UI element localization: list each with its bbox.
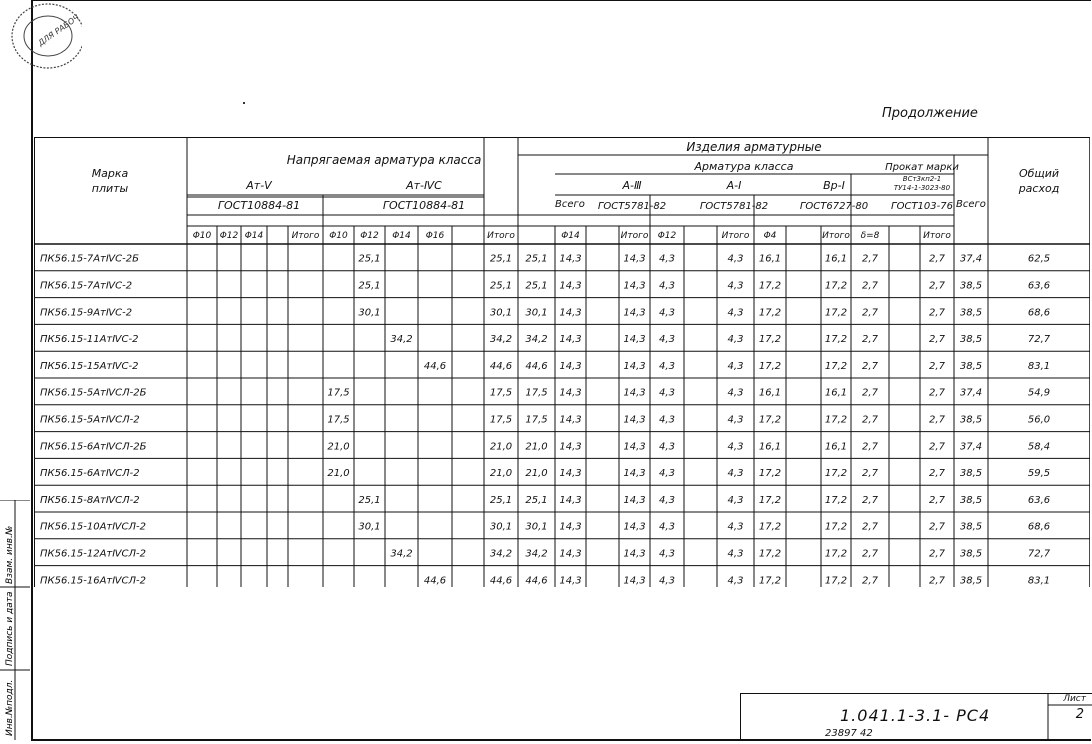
diameter-header: Φ12 — [360, 231, 379, 241]
row-value: 37,4 — [959, 441, 983, 453]
row-value: 2,7 — [929, 253, 945, 265]
row-value: 17,2 — [758, 360, 782, 372]
row-value: 30,1 — [525, 307, 548, 319]
col-total-label: Общий — [1018, 167, 1060, 180]
sheet-number: 2 — [1075, 707, 1084, 722]
row-value: 34,2 — [390, 548, 413, 560]
row-value: 14,3 — [559, 414, 582, 426]
diameter-header: Итого — [487, 231, 515, 241]
row-value: 38,5 — [959, 548, 983, 560]
diameter-header: Φ12 — [657, 231, 677, 241]
row-value: 44,6 — [525, 360, 548, 372]
diameter-header: Итого — [822, 231, 850, 241]
row-value: 14,3 — [623, 360, 646, 372]
row-value: 25,1 — [489, 494, 513, 506]
row-value: 14,3 — [559, 521, 582, 533]
sub-rolled-label: Прокат марки — [885, 162, 959, 173]
row-value: 21,0 — [327, 468, 350, 480]
row-value: 17,2 — [758, 334, 782, 346]
row-value: 34,2 — [525, 548, 548, 560]
svg-text:ДЛЯ РАБОЧ: ДЛЯ РАБОЧ — [36, 12, 81, 48]
row-value: 17,2 — [824, 414, 848, 426]
row-value: 14,3 — [623, 334, 646, 346]
row-value: 17,2 — [758, 494, 782, 506]
col-total-prestressed: Всего — [555, 199, 585, 210]
sub-a1-label: А-Ⅰ — [726, 179, 742, 192]
row-value: 72,7 — [1027, 334, 1051, 346]
row-value: 16,1 — [758, 441, 782, 453]
row-value: 68,6 — [1027, 307, 1051, 319]
row-value: 14,3 — [559, 494, 582, 506]
diameter-header: Φ10 — [192, 231, 212, 241]
row-value: 30,1 — [358, 307, 381, 319]
side-label-inventory: Инв.№подл. — [5, 679, 15, 736]
row-value: 21,0 — [489, 441, 513, 453]
row-mark: ПК56.15-9АтⅣС-2 — [40, 307, 133, 319]
row-value: 2,7 — [929, 548, 945, 560]
sub-vr1-gost: ГОСТ6727-80 — [799, 201, 869, 212]
row-value: 16,1 — [758, 253, 782, 265]
row-value: 25,1 — [358, 494, 381, 506]
title-block — [740, 693, 1092, 740]
row-value: 17,2 — [758, 575, 782, 587]
row-value: 4,3 — [727, 494, 744, 506]
row-value: 17,2 — [824, 494, 848, 506]
row-value: 2,7 — [929, 387, 945, 399]
row-value: 2,7 — [862, 307, 878, 319]
row-value: 14,3 — [623, 494, 646, 506]
row-mark: ПК56.15-7АтⅣС-2 — [40, 280, 133, 292]
row-mark: ПК56.15-5АтⅣСЛ-2Б — [40, 387, 147, 399]
diameter-header: Φ12 — [219, 231, 239, 241]
row-value: 83,1 — [1027, 575, 1051, 587]
row-value: 44,6 — [423, 360, 447, 372]
row-mark: ПК56.15-8АтⅣСЛ-2 — [40, 494, 140, 506]
row-value: 14,3 — [623, 253, 646, 265]
row-value: 38,5 — [959, 334, 983, 346]
row-value: 2,7 — [862, 494, 878, 506]
col-total-products: Всего — [956, 199, 986, 210]
row-value: 25,1 — [525, 253, 548, 265]
row-value: 21,0 — [525, 441, 548, 453]
row-value: 44,6 — [525, 575, 548, 587]
diameter-header: Φ14 — [392, 231, 411, 241]
row-value: 2,7 — [862, 414, 878, 426]
row-value: 4,3 — [727, 575, 744, 587]
row-value: 37,4 — [959, 253, 983, 265]
row-value: 17,5 — [489, 414, 513, 426]
row-value: 4,3 — [659, 468, 675, 480]
row-value: 2,7 — [862, 360, 878, 372]
row-mark: ПК56.15-7АтⅣС-2Б — [40, 253, 139, 265]
col-mark-label: плиты — [91, 182, 129, 195]
row-value: 17,2 — [758, 521, 782, 533]
row-value: 17,2 — [758, 548, 782, 560]
row-value: 2,7 — [929, 468, 945, 480]
row-value: 2,7 — [862, 468, 878, 480]
row-value: 4,3 — [727, 468, 744, 480]
row-value: 17,2 — [824, 521, 848, 533]
row-value: 34,2 — [489, 334, 513, 346]
row-value: 38,5 — [959, 575, 983, 587]
sheet-label: Лист — [1063, 694, 1086, 704]
sub-rebar-label: Арматура класса — [694, 160, 794, 173]
row-value: 44,6 — [423, 575, 447, 587]
row-value: 14,3 — [559, 360, 582, 372]
row-value: 4,3 — [727, 548, 744, 560]
row-value: 2,7 — [929, 307, 945, 319]
row-value: 4,3 — [727, 414, 744, 426]
row-value: 4,3 — [727, 253, 744, 265]
row-value: 38,5 — [959, 468, 983, 480]
row-value: 83,1 — [1027, 360, 1051, 372]
row-value: 17,5 — [327, 414, 350, 426]
row-value: 4,3 — [659, 253, 675, 265]
approval-stamp — [2, 2, 82, 70]
sub-rolled-tu: ТУ14-1-3023-80 — [893, 184, 951, 192]
row-value: 4,3 — [659, 441, 675, 453]
row-value: 4,3 — [659, 548, 675, 560]
row-value: 16,1 — [758, 387, 782, 399]
row-value: 17,5 — [525, 414, 548, 426]
row-value: 14,3 — [623, 387, 646, 399]
diameter-header: δ=8 — [860, 231, 880, 241]
row-value: 14,3 — [623, 441, 646, 453]
sub-rolled-gost: ГОСТ103-76 — [891, 201, 953, 212]
row-value: 14,3 — [559, 548, 582, 560]
speck — [243, 102, 245, 104]
row-value: 44,6 — [489, 360, 513, 372]
diameter-header: Итого — [291, 231, 320, 241]
row-value: 16,1 — [824, 441, 848, 453]
row-value: 25,1 — [525, 494, 548, 506]
sub-a3-gost: ГОСТ5781-82 — [597, 201, 667, 212]
row-value: 4,3 — [727, 280, 744, 292]
row-value: 38,5 — [959, 360, 983, 372]
row-value: 72,7 — [1027, 548, 1051, 560]
row-value: 14,3 — [623, 280, 646, 292]
group-prestressed-label: Напрягаемая арматура класса — [286, 153, 482, 167]
row-value: 14,3 — [559, 387, 582, 399]
row-value: 34,2 — [390, 334, 413, 346]
sub-at4-label: Ат-ⅣС — [406, 179, 442, 192]
sub-vr1-label: Вр-Ⅰ — [823, 179, 845, 192]
row-value: 14,3 — [623, 307, 646, 319]
diameter-header: Φ16 — [425, 231, 445, 241]
row-value: 54,9 — [1027, 387, 1051, 399]
diameter-header: Итого — [721, 231, 750, 241]
row-value: 30,1 — [358, 521, 381, 533]
row-value: 4,3 — [727, 360, 744, 372]
row-mark: ПК56.15-6АтⅣСЛ-2 — [40, 468, 140, 480]
row-value: 4,3 — [659, 414, 675, 426]
row-value: 38,5 — [959, 307, 983, 319]
row-value: 17,2 — [824, 575, 848, 587]
row-value: 38,5 — [959, 280, 983, 292]
row-value: 2,7 — [929, 280, 945, 292]
row-value: 4,3 — [659, 575, 675, 587]
row-mark: ПК56.15-16АтⅣСЛ-2 — [40, 575, 146, 587]
row-value: 17,2 — [758, 414, 782, 426]
row-value: 2,7 — [862, 253, 878, 265]
row-mark: ПК56.15-10АтⅣСЛ-2 — [40, 521, 146, 533]
row-value: 17,2 — [824, 280, 848, 292]
diameter-header: Φ14 — [561, 231, 580, 241]
continuation-label: Продолжение — [882, 106, 978, 121]
row-value: 25,1 — [358, 253, 381, 265]
diameter-header: Φ10 — [329, 231, 348, 241]
row-value: 2,7 — [862, 280, 878, 292]
row-value: 4,3 — [659, 521, 675, 533]
row-value: 17,5 — [489, 387, 513, 399]
row-value: 4,3 — [659, 387, 675, 399]
row-value: 30,1 — [489, 307, 513, 319]
reinforcement-schedule-table — [34, 137, 1090, 587]
side-stamp-column — [0, 500, 30, 740]
row-mark: ПК56.15-15АтⅣС-2 — [40, 360, 139, 372]
row-value: 2,7 — [862, 441, 878, 453]
sub-rolled-grade: ВСт3кп2-1 — [902, 175, 942, 183]
row-value: 4,3 — [659, 307, 675, 319]
row-value: 2,7 — [929, 575, 945, 587]
row-value: 25,1 — [358, 280, 381, 292]
row-value: 17,2 — [758, 280, 782, 292]
row-value: 37,4 — [959, 387, 983, 399]
group-products-label: Изделия арматурные — [686, 140, 822, 154]
row-value: 25,1 — [489, 253, 513, 265]
row-value: 58,4 — [1027, 441, 1051, 453]
row-value: 14,3 — [559, 253, 582, 265]
row-value: 14,3 — [623, 521, 646, 533]
row-mark: ПК56.15-6АтⅣСЛ-2Б — [40, 441, 147, 453]
row-value: 16,1 — [824, 387, 848, 399]
row-value: 21,0 — [327, 441, 350, 453]
row-value: 56,0 — [1027, 414, 1051, 426]
row-value: 44,6 — [489, 575, 513, 587]
row-value: 59,5 — [1027, 468, 1051, 480]
row-value: 4,3 — [659, 494, 675, 506]
row-value: 25,1 — [489, 280, 513, 292]
row-value: 34,2 — [525, 334, 548, 346]
diameter-header: Итого — [923, 231, 951, 241]
row-value: 4,3 — [659, 360, 675, 372]
row-value: 14,3 — [559, 280, 582, 292]
sub-at5-gost: ГОСТ10884-81 — [217, 199, 301, 212]
row-mark: ПК56.15-12АтⅣСЛ-2 — [40, 548, 146, 560]
sub-a3-label: А-Ⅲ — [622, 179, 642, 192]
row-value: 4,3 — [659, 334, 675, 346]
sub-at5-label: Ат-Ⅴ — [246, 179, 272, 192]
row-value: 17,2 — [824, 360, 848, 372]
row-value: 14,3 — [559, 441, 582, 453]
row-value: 2,7 — [929, 441, 945, 453]
side-label-signature: Подпись и дата — [5, 591, 15, 666]
row-value: 2,7 — [862, 387, 878, 399]
row-value: 17,2 — [824, 548, 848, 560]
col-total-label: расход — [1018, 182, 1060, 195]
row-value: 2,7 — [862, 334, 878, 346]
row-value: 2,7 — [929, 360, 945, 372]
row-value: 21,0 — [489, 468, 513, 480]
document-code: 1.041.1-3.1- РС4 — [840, 706, 991, 725]
row-value: 17,2 — [824, 307, 848, 319]
row-mark: ПК56.15-5АтⅣСЛ-2 — [40, 414, 140, 426]
row-value: 63,6 — [1027, 494, 1051, 506]
row-mark: ПК56.15-11АтⅣС-2 — [40, 334, 139, 346]
diameter-header: Итого — [620, 231, 649, 241]
archive-number: 23897 42 — [825, 728, 873, 739]
row-value: 14,3 — [559, 334, 582, 346]
row-value: 14,3 — [623, 468, 646, 480]
row-value: 2,7 — [862, 548, 878, 560]
row-value: 2,7 — [929, 521, 945, 533]
row-value: 63,6 — [1027, 280, 1051, 292]
side-label-replace: Взам. инв.№ — [5, 525, 15, 584]
row-value: 16,1 — [824, 253, 848, 265]
row-value: 17,2 — [824, 468, 848, 480]
row-value: 14,3 — [559, 468, 582, 480]
row-value: 4,3 — [727, 307, 744, 319]
row-value: 17,2 — [758, 468, 782, 480]
row-value: 30,1 — [525, 521, 548, 533]
row-value: 14,3 — [623, 575, 646, 587]
row-value: 14,3 — [623, 414, 646, 426]
row-value: 17,5 — [525, 387, 548, 399]
sub-a1-gost: ГОСТ5781-82 — [699, 201, 769, 212]
row-value: 4,3 — [727, 334, 744, 346]
row-value: 17,2 — [758, 307, 782, 319]
diameter-header: Φ4 — [763, 231, 777, 241]
row-value: 21,0 — [525, 468, 548, 480]
col-mark-label: Марка — [91, 167, 129, 180]
row-value: 34,2 — [489, 548, 513, 560]
row-value: 38,5 — [959, 521, 983, 533]
row-value: 62,5 — [1027, 253, 1051, 265]
row-value: 2,7 — [929, 414, 945, 426]
row-value: 4,3 — [727, 387, 744, 399]
row-value: 25,1 — [525, 280, 548, 292]
diameter-header: Φ14 — [244, 231, 264, 241]
row-value: 14,3 — [559, 575, 582, 587]
row-value: 14,3 — [623, 548, 646, 560]
row-value: 2,7 — [862, 521, 878, 533]
row-value: 2,7 — [929, 334, 945, 346]
sub-at4-gost: ГОСТ10884-81 — [382, 199, 466, 212]
row-value: 30,1 — [489, 521, 513, 533]
row-value: 68,6 — [1027, 521, 1051, 533]
row-value: 38,5 — [959, 414, 983, 426]
row-value: 2,7 — [929, 494, 945, 506]
row-value: 17,5 — [327, 387, 350, 399]
row-value: 17,2 — [824, 334, 848, 346]
row-value: 2,7 — [862, 575, 878, 587]
row-value: 14,3 — [559, 307, 582, 319]
row-value: 4,3 — [727, 521, 744, 533]
row-value: 38,5 — [959, 494, 983, 506]
row-value: 4,3 — [659, 280, 675, 292]
row-value: 4,3 — [727, 441, 744, 453]
